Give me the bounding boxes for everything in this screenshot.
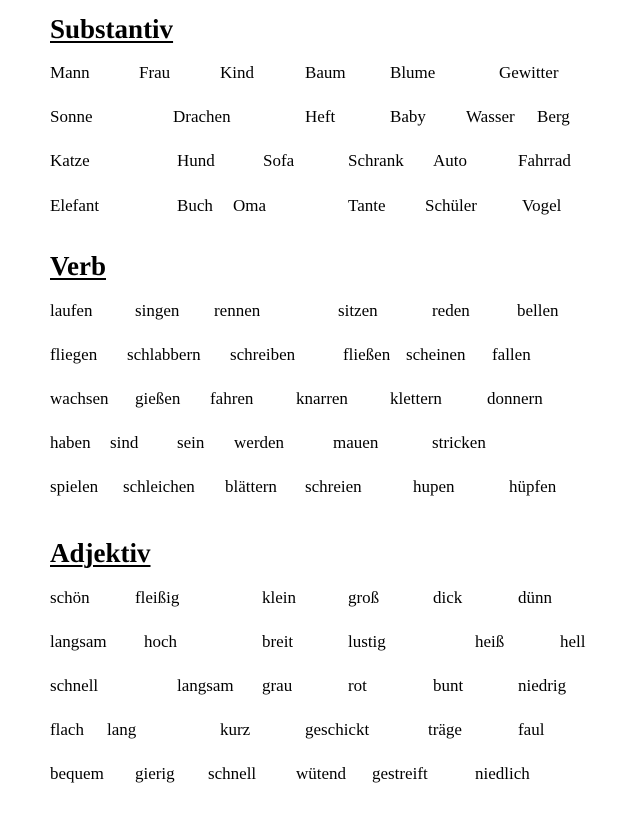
word: niedlich	[475, 764, 530, 783]
word: wütend	[296, 764, 347, 783]
word: sitzen	[338, 301, 378, 320]
word: klettern	[390, 389, 442, 408]
word: schlabbern	[127, 345, 201, 364]
word: faul	[518, 720, 545, 739]
word: sein	[177, 433, 205, 452]
word: schreien	[305, 477, 362, 496]
word: Drachen	[173, 107, 231, 126]
word: bequem	[50, 764, 104, 783]
word: bunt	[433, 676, 464, 695]
word: Baby	[390, 107, 426, 126]
word: gießen	[135, 389, 181, 408]
word: heiß	[475, 632, 505, 651]
word: Berg	[537, 107, 570, 126]
word: reden	[432, 301, 470, 320]
word: Schüler	[425, 196, 477, 215]
word: lang	[107, 720, 137, 739]
word: mauen	[333, 433, 379, 452]
word: fliegen	[50, 345, 98, 364]
word: dünn	[518, 588, 552, 607]
word: Sonne	[50, 107, 93, 126]
word: Fahrrad	[518, 151, 571, 170]
word: haben	[50, 433, 91, 452]
word: spielen	[50, 477, 99, 496]
word: bellen	[517, 301, 559, 320]
word: werden	[234, 433, 285, 452]
word: hüpfen	[509, 477, 557, 496]
word: lustig	[348, 632, 386, 651]
word: schön	[50, 588, 90, 607]
word: fleißig	[135, 588, 180, 607]
word: knarren	[296, 389, 348, 408]
word: Frau	[139, 63, 171, 82]
word: Elefant	[50, 196, 100, 215]
word: singen	[135, 301, 180, 320]
section-heading-substantiv: Substantiv	[50, 14, 174, 44]
word: Blume	[390, 63, 436, 82]
word: Gewitter	[499, 63, 559, 82]
word: klein	[262, 588, 296, 607]
word: hoch	[144, 632, 178, 651]
word: Hund	[177, 151, 215, 170]
word: Katze	[50, 151, 90, 170]
word: rennen	[214, 301, 261, 320]
word: schnell	[50, 676, 99, 695]
word: rot	[348, 676, 367, 695]
word: breit	[262, 632, 294, 651]
word: geschickt	[305, 720, 370, 739]
word: hell	[560, 632, 586, 651]
word: groß	[348, 588, 380, 607]
word: fahren	[210, 389, 254, 408]
word: laufen	[50, 301, 93, 320]
word: Wasser	[466, 107, 515, 126]
word: gierig	[135, 764, 175, 783]
word: Schrank	[348, 151, 404, 170]
word: Buch	[177, 196, 213, 215]
word: langsam	[177, 676, 234, 695]
word: fallen	[492, 345, 531, 364]
word: Baum	[305, 63, 346, 82]
word: fließen	[343, 345, 391, 364]
word: flach	[50, 720, 84, 739]
word: scheinen	[406, 345, 466, 364]
word: Heft	[305, 107, 336, 126]
section-heading-adjektiv: Adjektiv	[50, 538, 151, 568]
word: Mann	[50, 63, 90, 82]
word: Oma	[233, 196, 267, 215]
word: hupen	[413, 477, 455, 496]
word: dick	[433, 588, 463, 607]
word: Sofa	[263, 151, 295, 170]
word: Vogel	[522, 196, 562, 215]
word: schleichen	[123, 477, 195, 496]
word: niedrig	[518, 676, 567, 695]
word: Kind	[220, 63, 254, 82]
word: langsam	[50, 632, 107, 651]
word: träge	[428, 720, 462, 739]
word: gestreift	[372, 764, 428, 783]
word: kurz	[220, 720, 251, 739]
word: stricken	[432, 433, 486, 452]
section-heading-verb: Verb	[50, 251, 107, 281]
word: sind	[110, 433, 139, 452]
word: Tante	[348, 196, 386, 215]
word: donnern	[487, 389, 543, 408]
word: Auto	[433, 151, 467, 170]
word: grau	[262, 676, 293, 695]
word: schnell	[208, 764, 257, 783]
word: schreiben	[230, 345, 296, 364]
word: blättern	[225, 477, 277, 496]
word: wachsen	[50, 389, 109, 408]
